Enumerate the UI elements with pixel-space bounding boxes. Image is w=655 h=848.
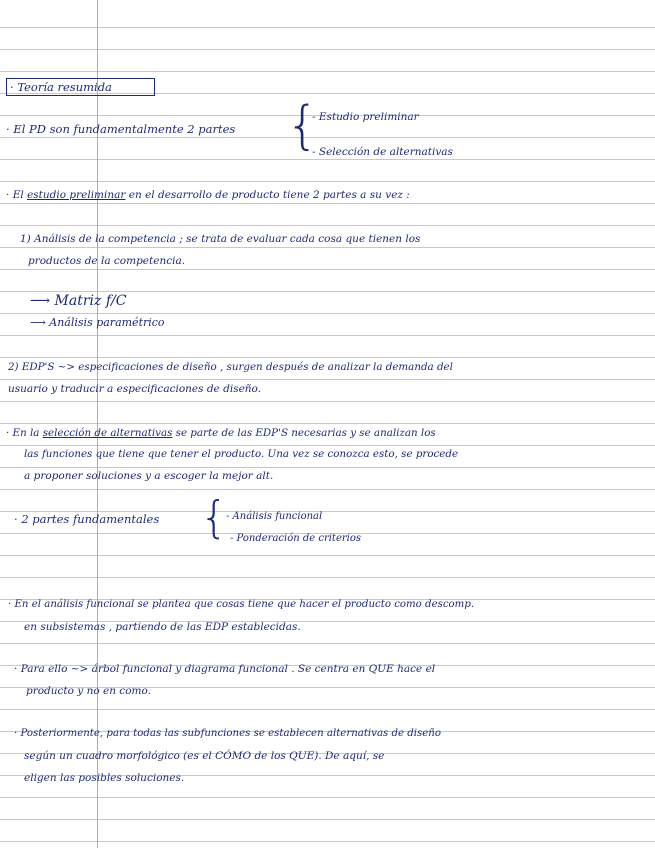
arrow-item-matriz (30, 294, 126, 308)
seleccion-line-1: · En la selección de alternativas se parte de las EDP'S necesarias y se analizan los (6, 427, 436, 439)
pd-branch-2: - Selección de alternativas (312, 146, 453, 158)
seleccion-suffix: se parte de las EDP'S necesarias y se analizan los (175, 427, 436, 439)
arbol-line-1-text: Para ello ~> árbol funcional y diagrama funcional . Se centra en QUE hace el (20, 663, 436, 675)
arrow-right-icon: ⟶ (30, 293, 51, 309)
dos-partes-text: 2 partes fundamentales (21, 512, 160, 526)
arrow-item-matriz-text: Matriz f/C (54, 293, 127, 309)
dos-partes-branch-1: - Análisis funcional (226, 511, 323, 522)
funcional-line-1: · En el análisis funcional se plantea que cosas tiene que hacer el producto como descomp. (8, 599, 475, 610)
posteriormente-line-3: eligen las posibles soluciones. (24, 772, 185, 784)
edps-line-1: 2) EDP'S ~> especificaciones de diseño , surgen después de analizar la demanda del (8, 361, 453, 373)
dos-partes-branch-2: - Ponderación de criterios (230, 533, 361, 544)
estudio-suffix: en el desarrollo de producto tiene 2 partes a su vez : (128, 189, 410, 201)
estudio-prefix: El (12, 189, 24, 201)
arrow-item-parametrico-text: Análisis paramétrico (49, 316, 165, 329)
funcional-line-2: en subsistemas , partiendo de las EDP establecidas. (24, 621, 301, 633)
edps-line-2: usuario y traducir a especificaciones de diseño. (8, 383, 262, 395)
posteriormente-line-2: según un cuadro morfológico (es el CÓMO de los QUE). De aquí, se (24, 750, 385, 762)
competencia-line-2: productos de la competencia. (28, 255, 186, 267)
estudio-underlined: estudio preliminar (27, 189, 126, 201)
estudio-line: · El estudio preliminar en el desarrollo de producto tiene 2 partes a su vez : (6, 189, 410, 201)
arbol-line-2: producto y no en como. (26, 685, 151, 697)
seleccion-underlined: selección de alternativas (42, 427, 173, 439)
dos-partes: · 2 partes fundamentales (14, 512, 160, 526)
funcional-line-1-text: En el análisis funcional se plantea que cosas tiene que hacer el producto como descomp. (14, 599, 475, 610)
seleccion-line-2: las funciones que tiene que tener el producto. Una vez se conozca esto, se procede (24, 448, 459, 460)
arrow-item-parametrico (30, 316, 165, 330)
page-title-text: Teoría resumida (17, 80, 112, 94)
posteriormente-line-1: · Posteriormente, para todas las subfunciones se establecen alternativas de diseño (14, 728, 442, 739)
arrow-right-icon: ⟶ (30, 316, 46, 329)
posteriormente-line-1-text: Posteriormente, para todas las subfunciones se establecen alternativas de diseño (20, 728, 442, 739)
arbol-line-1: · Para ello ~> árbol funcional y diagrama funcional . Se centra en QUE hace el (14, 663, 436, 675)
brace-icon: { (286, 96, 320, 156)
pd-intro: · El PD son fundamentalmente 2 partes (6, 122, 236, 136)
page-title: · Teoría resumida (10, 80, 112, 94)
seleccion-prefix: En la (12, 427, 40, 439)
brace-icon: { (200, 492, 228, 543)
title-box (6, 78, 155, 96)
pd-branch-1: - Estudio preliminar (312, 111, 419, 123)
seleccion-line-3: a proponer soluciones y a escoger la mejor alt. (24, 470, 274, 482)
pd-intro-text: El PD son fundamentalmente 2 partes (13, 122, 236, 136)
competencia-line-1: 1) Análisis de la competencia ; se trata de evaluar cada cosa que tienen los (20, 233, 421, 245)
